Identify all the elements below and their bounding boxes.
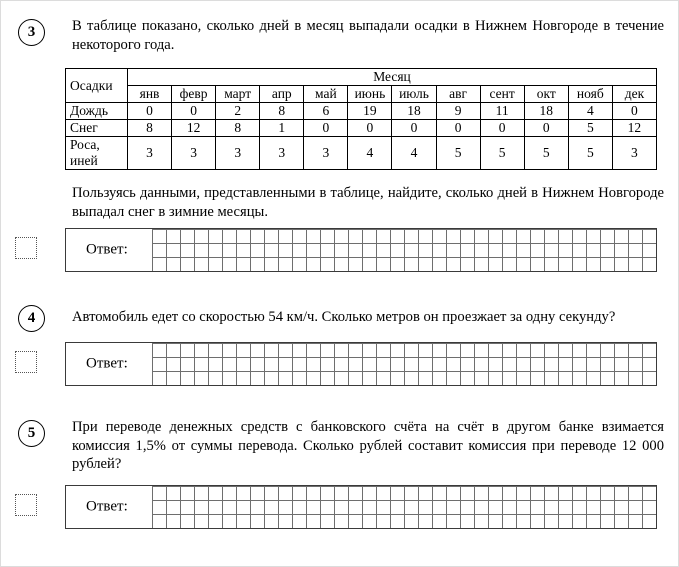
value-cell: 11 (480, 103, 524, 120)
value-cell: 18 (524, 103, 568, 120)
value-cell: 4 (392, 137, 436, 170)
value-cell: 19 (348, 103, 392, 120)
table-month-header: Месяц (128, 69, 657, 86)
score-checkbox[interactable] (15, 351, 37, 373)
answer-grid[interactable] (152, 343, 656, 385)
month-cell: нояб (568, 86, 612, 103)
problem-number: 5 (27, 425, 36, 441)
value-cell: 5 (480, 137, 524, 170)
answer-box (65, 228, 657, 272)
value-cell: 0 (172, 103, 216, 120)
value-cell: 3 (128, 137, 172, 170)
answer-label: Ответ: (86, 355, 128, 372)
problem-number-badge (18, 19, 45, 46)
answer-label: Ответ: (86, 241, 128, 258)
value-cell: 0 (612, 103, 656, 120)
month-cell: янв (128, 86, 172, 103)
value-cell: 5 (436, 137, 480, 170)
value-cell: 12 (172, 120, 216, 137)
value-cell: 3 (260, 137, 304, 170)
value-cell: 0 (304, 120, 348, 137)
value-cell: 4 (568, 103, 612, 120)
value-cell: 0 (480, 120, 524, 137)
value-cell: 2 (216, 103, 260, 120)
value-cell: 4 (348, 137, 392, 170)
row-label: Роса, иней (66, 137, 128, 170)
table-row (66, 137, 657, 170)
value-cell: 3 (172, 137, 216, 170)
value-cell: 0 (524, 120, 568, 137)
problem-question: Автомобиль едет со скоростью 54 км/ч. Сколько метров он проезжает за одну секунду? (72, 309, 616, 325)
value-cell: 3 (612, 137, 656, 170)
month-cell: апр (260, 86, 304, 103)
value-cell: 3 (216, 137, 260, 170)
value-cell: 0 (436, 120, 480, 137)
value-cell: 8 (260, 103, 304, 120)
problem-number-badge (18, 305, 45, 332)
problem-number: 4 (27, 310, 36, 326)
table-row (66, 120, 657, 137)
value-cell: 5 (524, 137, 568, 170)
answer-box (65, 342, 657, 386)
answer-grid[interactable] (152, 229, 656, 271)
value-cell: 5 (568, 137, 612, 170)
row-label: Снег (66, 120, 128, 137)
value-cell: 1 (260, 120, 304, 137)
month-cell: февр (172, 86, 216, 103)
value-cell: 18 (392, 103, 436, 120)
answer-label: Ответ: (86, 498, 128, 515)
problem-question: При переводе денежных средств с банковского счёта на счёт в другом банке взимается комиссия 1,5% от суммы перевода. Сколько рублей составит комиссия при переводе 12 000 рублей? (72, 419, 664, 472)
month-cell: дек (612, 86, 656, 103)
score-checkbox[interactable] (15, 494, 37, 516)
month-cell: март (216, 86, 260, 103)
score-checkbox[interactable] (15, 237, 37, 259)
value-cell: 8 (216, 120, 260, 137)
value-cell: 12 (612, 120, 656, 137)
precipitation-table (65, 68, 657, 170)
value-cell: 8 (128, 120, 172, 137)
value-cell: 0 (348, 120, 392, 137)
value-cell: 0 (128, 103, 172, 120)
table-header-row (66, 69, 657, 86)
value-cell: 3 (304, 137, 348, 170)
row-label: Дождь (66, 103, 128, 120)
value-cell: 0 (392, 120, 436, 137)
month-cell: окт (524, 86, 568, 103)
problem-number-badge (18, 420, 45, 447)
value-cell: 6 (304, 103, 348, 120)
value-cell: 5 (568, 120, 612, 137)
table-row (66, 103, 657, 120)
month-cell: сент (480, 86, 524, 103)
month-cell: июнь (348, 86, 392, 103)
answer-grid[interactable] (152, 486, 656, 528)
problem-number: 3 (27, 24, 36, 40)
problem-question: Пользуясь данными, представленными в таблице, найдите, сколько дней в Нижнем Новгороде выпадал снег в зимние месяцы. (72, 185, 664, 220)
month-cell: авг (436, 86, 480, 103)
table-corner-header: Осадки (66, 69, 128, 103)
problem-intro: В таблице показано, сколько дней в месяц выпадали осадки в Нижнем Новгороде в течение некоторого года. (72, 18, 664, 53)
month-cell: май (304, 86, 348, 103)
value-cell: 9 (436, 103, 480, 120)
table-months-row (66, 86, 657, 103)
answer-box (65, 485, 657, 529)
month-cell: июль (392, 86, 436, 103)
